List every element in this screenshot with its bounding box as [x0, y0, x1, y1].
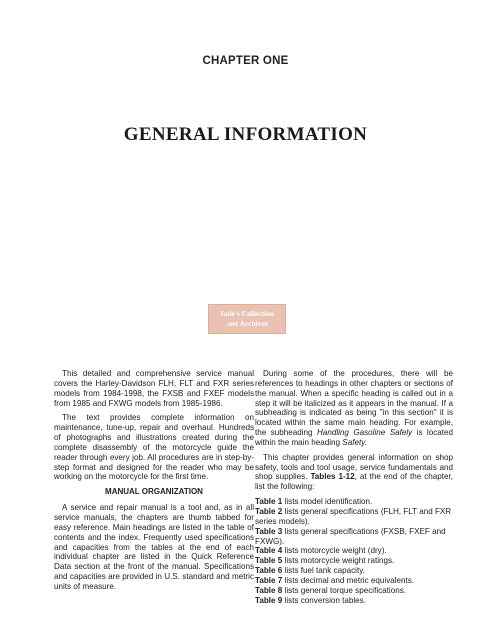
references-text-1: During some of the procedures, there will be references to headings in other chapters or sections of the manual. When a specific heading is called out in a step it will be italicized as it appears in the manual. If a subheading is indicated as being "in this section" it is located within the same main heading. For example, the subheading	[255, 369, 453, 438]
table-list	[255, 497, 453, 605]
references-paragraph	[255, 369, 453, 448]
references-italic-2: Safety.	[342, 437, 367, 447]
list-item: Table 9 lists conversion tables.	[255, 595, 366, 605]
section-heading-manual-organization: MANUAL ORGANIZATION	[105, 487, 203, 497]
left-column	[54, 369, 254, 597]
chapter-contents-paragraph	[255, 453, 453, 492]
list-item: Table 4 lists motorcycle weight (dry).	[255, 546, 387, 556]
watermark-line-1: Jade's Collection	[219, 309, 275, 318]
chapter-contents-bold: Tables 1-12	[310, 472, 355, 482]
list-item: Table 8 lists general torque specifications.	[255, 585, 407, 595]
references-italic-1: Handling Gasoline Safely	[316, 428, 413, 438]
right-column	[255, 369, 453, 605]
watermark-logo	[208, 304, 286, 334]
list-item: Table 5 lists motorcycle weight ratings.	[255, 556, 395, 566]
chapter-contents-end: , at the end of the chapter, list the following:	[255, 472, 454, 492]
list-item: Table 2 lists general specifications (FLH, FLT and FXR series models).	[255, 506, 452, 526]
page-title: GENERAL INFORMATION	[123, 124, 368, 145]
intro-paragraph: This detailed and comprehensive service manual covers the Harley-Davidson FLH, FLT and FXR series models from 1984-1998, the FXSB and FXEF models from 1985 and FXWG models from 1985-1986.	[54, 369, 254, 408]
watermark-line-2: .net Archives	[226, 319, 268, 328]
references-text-2: is located within the main heading	[255, 428, 454, 447]
list-item: Table 1 lists model identification.	[255, 497, 373, 507]
list-item: Table 6 lists fuel tank capacity.	[255, 566, 365, 576]
chapter-contents-text: This chapter provides general information on shop safety, tools and tool usage, service fundamentals and shop supplies.	[255, 452, 453, 482]
organization-paragraph: A service and repair manual is a tool and, as in all service manuals, the chapters are thumb tabbed for easy reference. Main headings are listed in the table of contents and the index. Frequently used specifications and capacities from the tables at the end of each individual chapter are listed in the Quick Reference Data section at the front of the manual. Specifications and capacities are provided in U.S. standard and metric units of measure.	[54, 503, 254, 591]
contents-paragraph: The text provides complete information on maintenance, tune-up, repair and overhaul. Hundreds of photographs and illustrations created during the complete disassembly of the motorcycle guide the reader through every job. All procedures are in step-by-step format and designed for the reader who may be working on the motorcycle for the first time.	[54, 413, 254, 482]
list-item: Table 7 lists decimal and metric equivalents.	[255, 575, 415, 585]
list-item: Table 3 lists general specifications (FXSB, FXEF and FXWG).	[255, 526, 446, 546]
chapter-label: CHAPTER ONE	[202, 55, 289, 67]
